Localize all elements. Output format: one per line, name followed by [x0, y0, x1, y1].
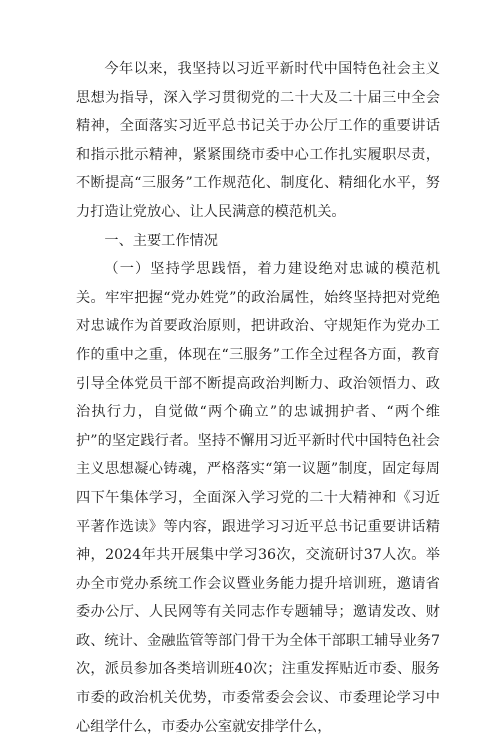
section-heading: 一、主要工作情况 — [104, 232, 218, 249]
document-body — [76, 55, 440, 741]
subsection-paragraph: （一）坚持学思践悟，着力建设绝对忠诚的模范机关。牢牢把握“党办姓党”的政治属性，始终坚持把对党绝对忠诚作为首要政治原则，把讲政治、守规矩作为党办工作的重中之重，体现在“三服务”工作全过程各方面，教育引导全体党员干部不断提高政治判断力、政治领悟力、政治执行力，自觉做“两个确立”的忠诚拥护者、“两个维护”的坚定践行者。坚持不懈用习近平新时代中国特色社会主义思想凝心铸魂，严格落实“第一议题”制度，固定每周四下午集体学习，全面深入学习党的二十大精神和《习近平著作选读》等内容，跟进学习习近平总书记重要讲话精神，2024年共开展集中学习36次，交流研讨37人次。举办全市党办系统工作会议暨业务能力提升培训班，邀请省委办公厅、人民网等有关同志作专题辅导；邀请发改、财政、统计、金融监管等部门骨干为全体干部职工辅导业务7次，派员参加各类培训班40次；注重发挥贴近市委、服务市委的政治机关优势，市委常委会会议、市委理论学习中心组学什么，市委办公室就安排学什么， — [76, 261, 440, 735]
intro-paragraph: 今年以来，我坚持以习近平新时代中国特色社会主义思想为指导，深入学习贯彻党的二十大及二十届三中全会精神，全面落实习近平总书记关于办公厅工作的重要讲话和指示批示精神，紧紧围绕市委中心工作扎实履职尽责，不断提高“三服务”工作规范化、制度化、精细化水平，努力打造让党放心、让人民满意的模范机关。 — [76, 61, 440, 220]
